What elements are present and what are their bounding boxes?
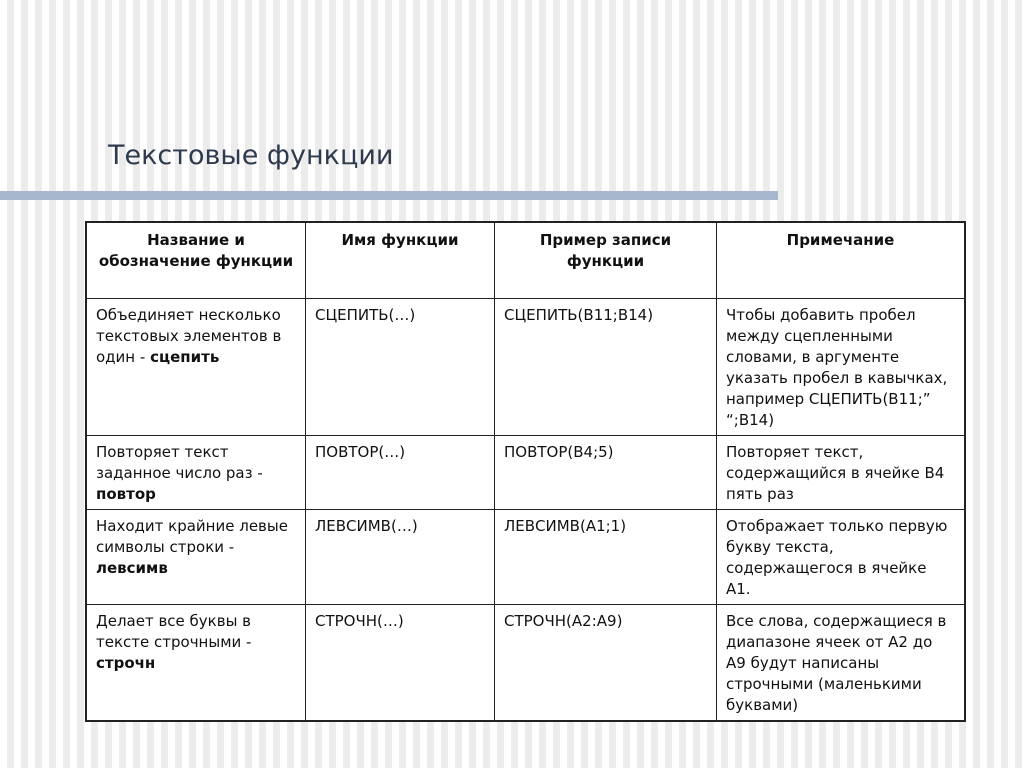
cell-description	[86, 510, 306, 605]
cell-description	[86, 605, 306, 722]
cell-example: СЦЕПИТЬ(B11;B14)	[495, 299, 717, 436]
cell-example: ЛЕВСИМВ(А1;1)	[495, 510, 717, 605]
description-text: Повторяет текст заданное число раз -	[96, 443, 263, 482]
cell-function-name: СТРОЧН(…)	[306, 605, 495, 722]
table-row	[86, 510, 965, 605]
cell-function-name: ПОВТОР(…)	[306, 436, 495, 510]
description-text: Делает все буквы в тексте строчными -	[96, 612, 252, 651]
cell-note: Повторяет текст, содержащийся в ячейке B4 пять раз	[717, 436, 966, 510]
table-header-row	[86, 222, 965, 299]
cell-description	[86, 299, 306, 436]
cell-example: ПОВТОР(B4;5)	[495, 436, 717, 510]
table-row	[86, 299, 965, 436]
title-underline-bar	[0, 191, 778, 200]
description-function-name: строчн	[96, 654, 156, 672]
header-function-name: Имя функции	[306, 222, 495, 299]
header-function-description: Название и обозначение функции	[86, 222, 306, 299]
description-function-name: левсимв	[96, 559, 168, 577]
description-function-name: повтор	[96, 485, 156, 503]
description-text: Находит крайние левые символы строки -	[96, 517, 288, 556]
text-functions-table	[85, 221, 966, 722]
cell-function-name: СЦЕПИТЬ(…)	[306, 299, 495, 436]
header-note: Примечание	[717, 222, 966, 299]
cell-function-name: ЛЕВСИМВ(…)	[306, 510, 495, 605]
cell-description	[86, 436, 306, 510]
cell-note: Все слова, содержащиеся в диапазоне ячеек от А2 до А9 будут написаны строчными (маленькими буквами)	[717, 605, 966, 722]
table-row	[86, 605, 965, 722]
description-function-name: сцепить	[150, 348, 220, 366]
header-function-example: Пример записи функции	[495, 222, 717, 299]
cell-example: СТРОЧН(А2:А9)	[495, 605, 717, 722]
cell-note: Чтобы добавить пробел между сцепленными словами, в аргументе указать пробел в кавычках, например СЦЕПИТЬ(B11;” “;B14)	[717, 299, 966, 436]
slide-title: Текстовые функции	[108, 140, 394, 171]
cell-note: Отображает только первую букву текста, содержащегося в ячейке А1.	[717, 510, 966, 605]
description-text: Объединяет несколько текстовых элементов в один -	[96, 306, 282, 366]
table-row	[86, 436, 965, 510]
